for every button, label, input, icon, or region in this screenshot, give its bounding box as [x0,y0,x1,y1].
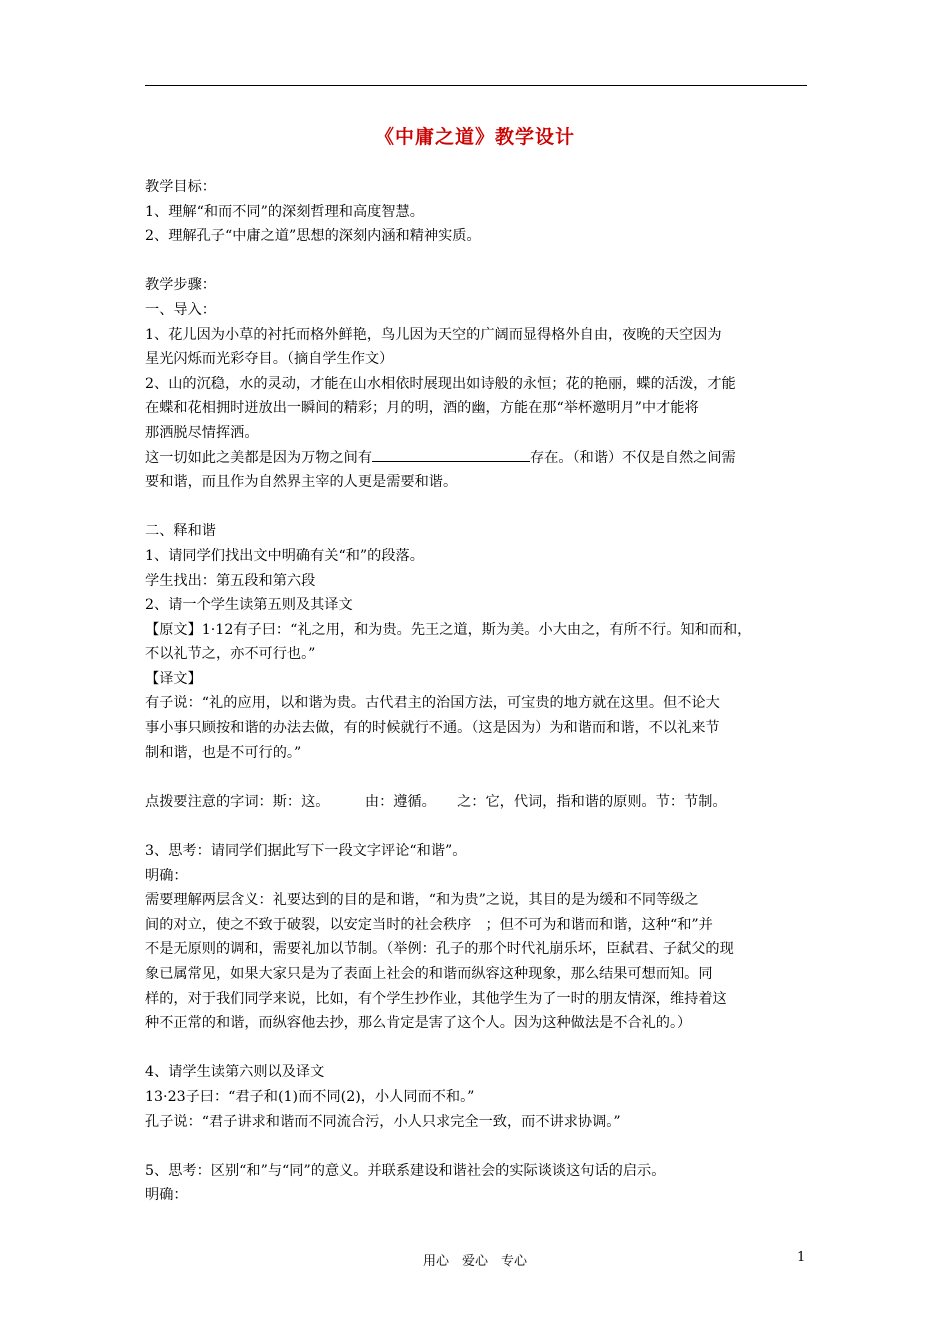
intro-line: 1、花儿因为小草的衬托而格外鲜艳，鸟儿因为天空的广阔而显得格外自由，夜晚的天空因为 [145,326,722,343]
goal-item-2: 2、理解孔子“中庸之道”思想的深刻内涵和精神实质。 [145,228,481,245]
translation-line: 事小事只顾按和谐的办法去做，有的时候就行不通。（这是因为）为和谐而和谐，不以礼来节 [145,720,720,737]
think-line: 间的对立，使之不致于破裂，以安定当时的社会秩序 ；但不可为和谐而和谐，这种“和”并 [145,916,713,933]
harmony-line: 学生找出：第五段和第六段 [145,572,316,589]
goal-item-1: 1、理解“和而不同”的深刻哲理和高度智慧。 [145,203,424,220]
steps-heading: 教学步骤： [145,277,216,294]
think-line: 样的，对于我们同学来说，比如，有个学生抄作业，其他学生为了一时的朋友情深，维持着这 [145,990,727,1007]
think-line: 3、思考：请同学们据此写下一段文字评论“和谐”。 [145,843,467,860]
think-line: 明确： [145,867,188,884]
page-number: 1 [797,1250,806,1265]
original-text-line: 【原文】1·12有子曰：“礼之用，和为贵。先王之道，斯为美。小大由之，有所不行。知和而和， [145,621,752,638]
translation-line: 制和谐，也是不可行的。” [145,744,302,761]
think-line: 种不正常的和谐，而纵容他去抄，那么肯定是害了这个人。因为这种做法是不合礼的。） [145,1015,692,1032]
blank-prefix: 这一切如此之美都是因为万物之间有 [145,449,373,466]
think5-line: 5、思考：区别“和”与“同”的意义。并联系建设和谐社会的实际谈谈这句话的启示。 [145,1162,666,1179]
think-line: 不是无原则的调和，需要礼加以节制。（举例：孔子的那个时代礼崩乐坏，臣弑君、子弑父的现 [145,941,734,958]
harmony-heading: 二、释和谐 [145,523,216,540]
header-rule [145,85,807,86]
harmony-line: 1、请同学们找出文中明确有关“和”的段落。 [145,547,424,564]
fill-blank-line [145,446,815,471]
intro-line: 2、山的沉稳，水的灵动，才能在山水相依时展现出如诗般的永恒；花的艳丽，蝶的活泼，才能 [145,375,736,392]
intro-line: 那洒脱尽情挥洒。 [145,424,259,441]
think-line: 需要理解两层含义：礼要达到的目的是和谐，“和为贵”之说，其目的是为缓和不同等级之 [145,892,699,909]
word-notes: 点拨要注意的字词：斯：这。 由：遵循。 之：它，代词，指和谐的原则。节：节制。 [145,793,727,810]
read6-line: 孔子说：“君子讲求和谐而不同流合污，小人只求完全一致，而不讲求协调。” [145,1113,621,1130]
intro-heading: 一、导入： [145,301,216,318]
read6-line: 4、请学生读第六则以及译文 [145,1064,325,1081]
goals-heading: 教学目标： [145,179,216,195]
blank-suffix: 存在。（和谐）不仅是自然之间需 [530,449,736,466]
think5-line: 明确： [145,1187,188,1204]
document-title: 《中庸之道》教学设计 [374,126,575,148]
original-text-line: 不以礼节之，亦不可行也。” [145,646,316,663]
harmony-line: 2、请一个学生读第五则及其译文 [145,597,353,614]
read6-line: 13·23子曰：“君子和(1)而不同(2)，小人同而不和。” [145,1088,475,1105]
intro-closing: 要和谐，而且作为自然界主宰的人更是需要和谐。 [145,474,458,491]
think-line: 象已属常见，如果大家只是为了表面上社会的和谐而纵容这种现象，那么结果可想而知。同 [145,966,713,982]
answer-blank [372,447,530,462]
intro-line: 星光闪烁而光彩夺目。（摘自学生作文） [145,351,394,368]
translation-line: 有子说：“礼的应用，以和谐为贵。古代君主的治国方法，可宝贵的地方就在这里。但不论大 [145,695,720,712]
intro-line: 在蝶和花相拥时迸放出一瞬间的精彩；月的明，酒的幽，方能在那“举杯邀明月”中才能将 [145,400,699,417]
footer-motto: 用心 爱心 专心 [422,1254,527,1269]
document-body [145,175,815,1208]
translation-label: 【译文】 [145,670,202,687]
